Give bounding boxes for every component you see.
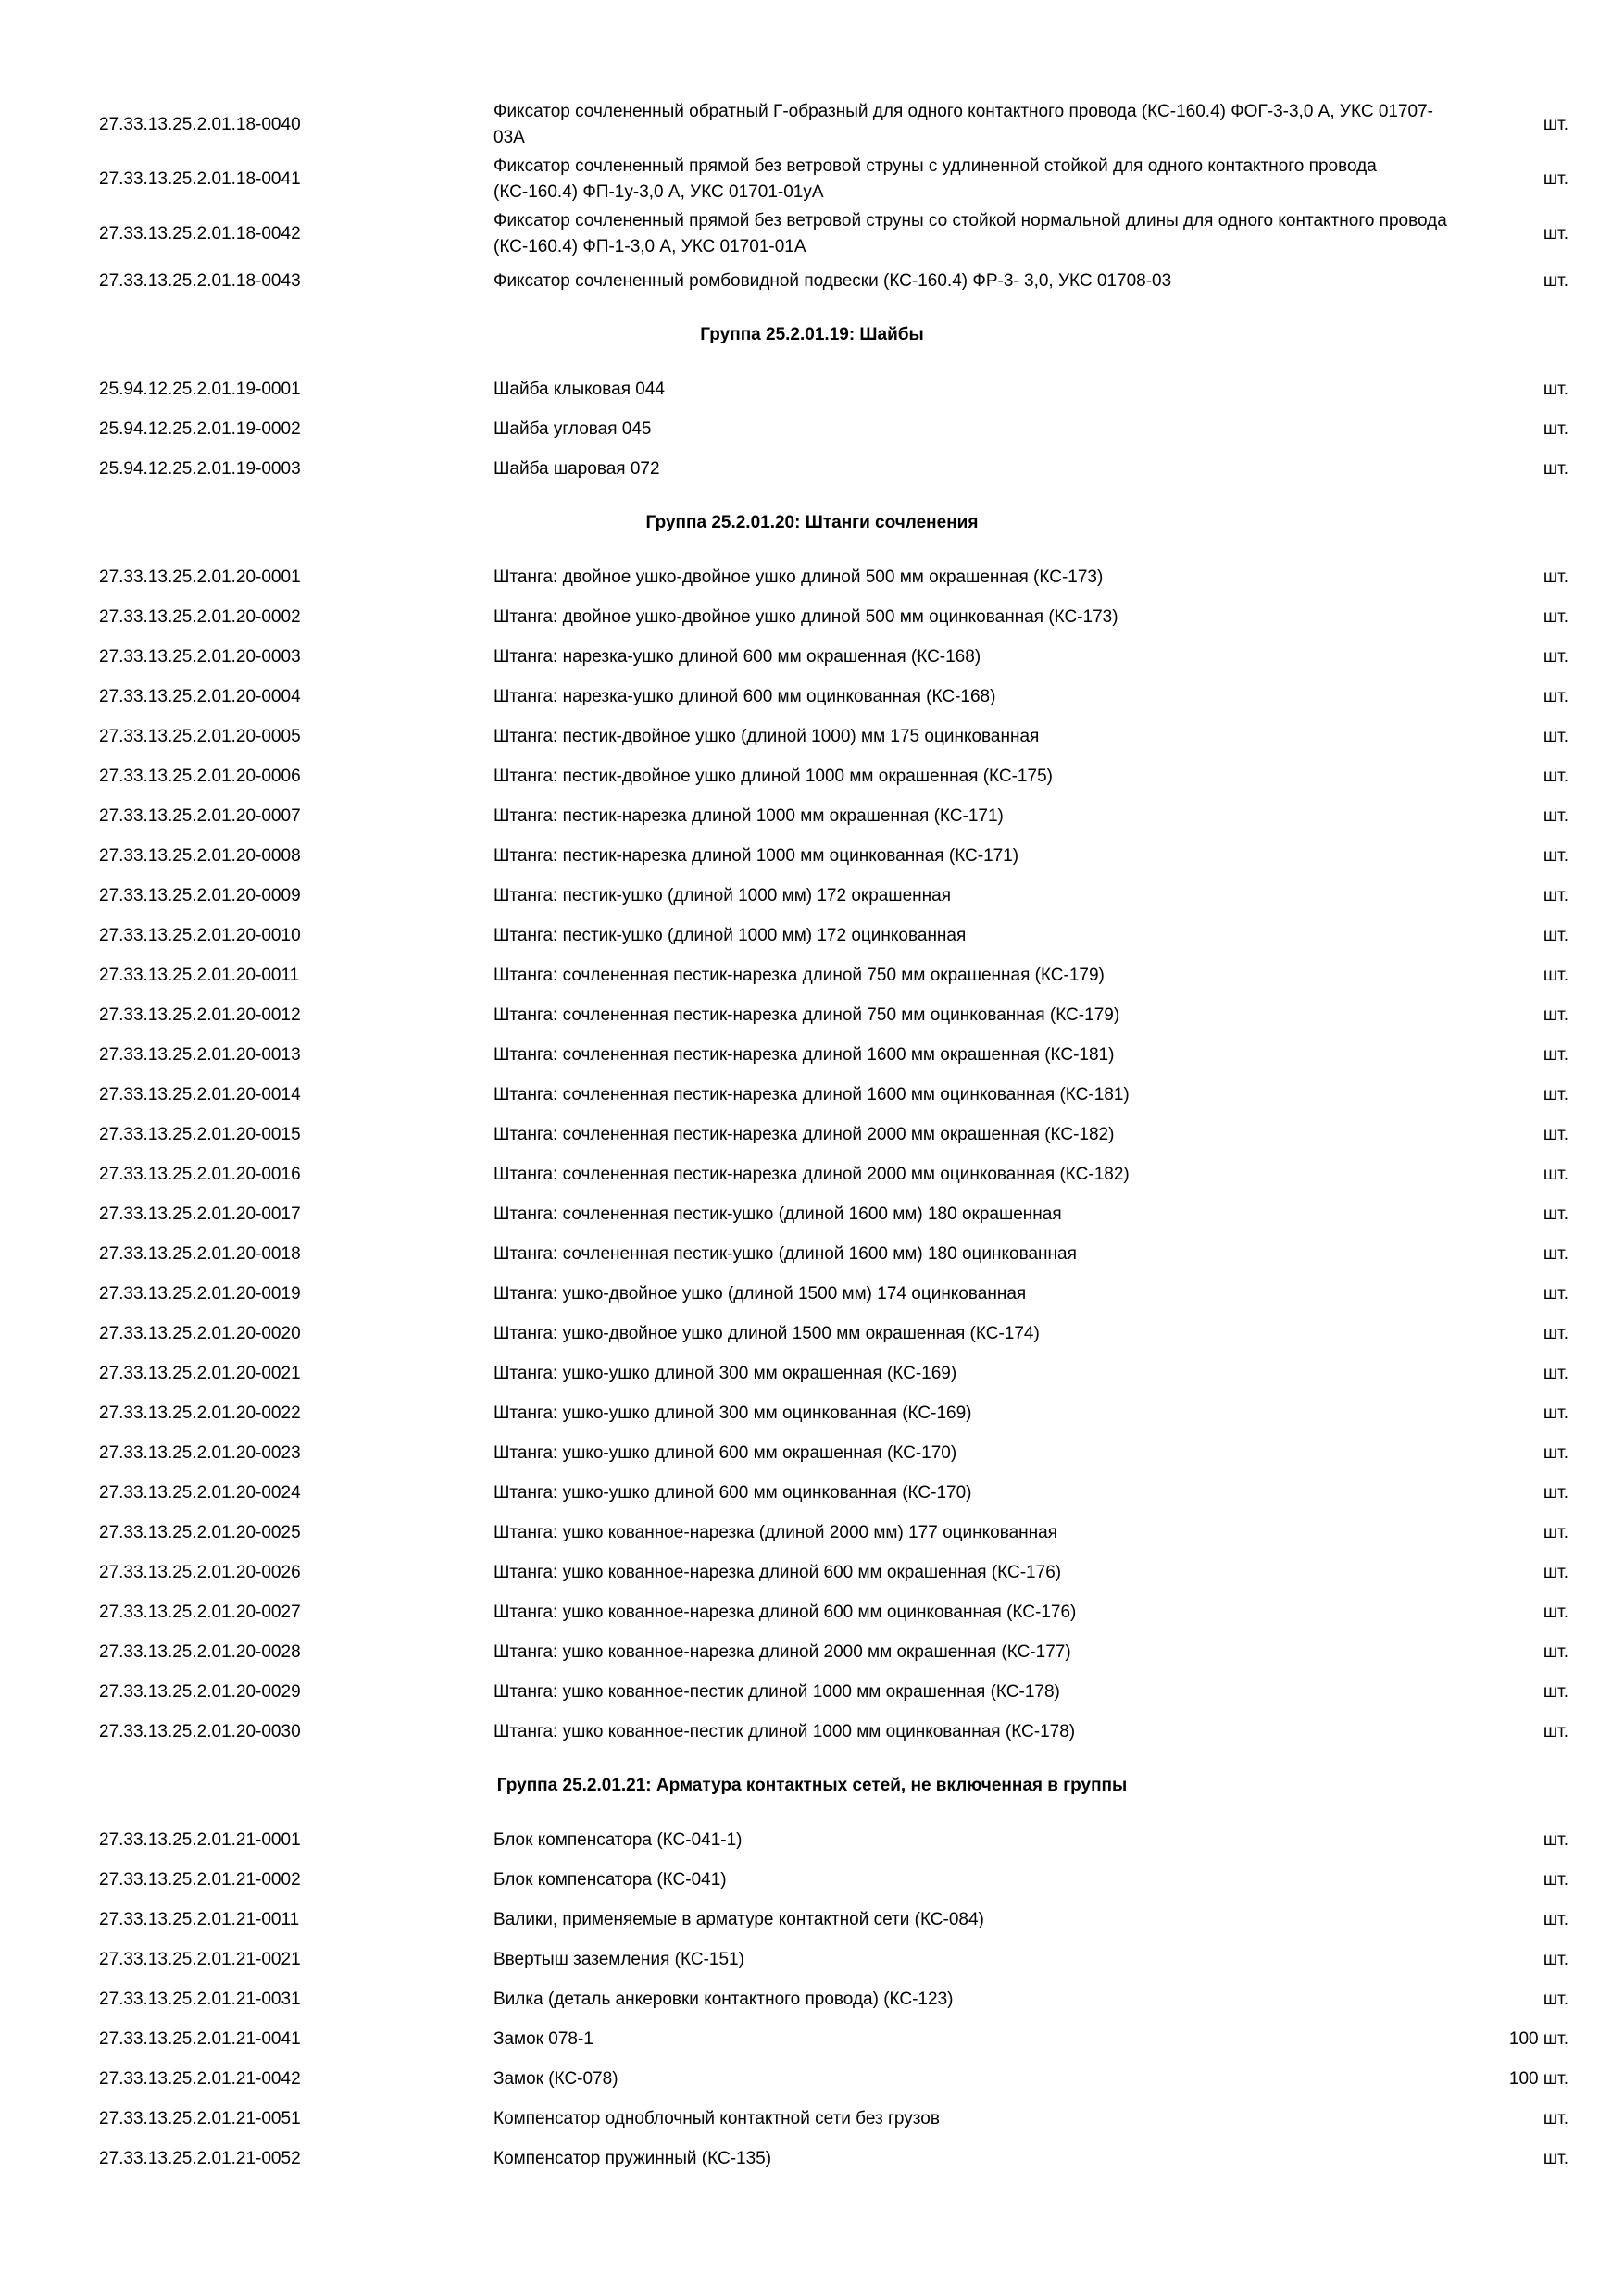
item-unit: шт. (1543, 766, 1568, 786)
item-code: 27.33.13.25.2.01.20-0010 (99, 925, 301, 945)
item-code: 27.33.13.25.2.01.21-0002 (99, 1869, 301, 1890)
item-name: Штанга: ушко кованное-нарезка длиной 600 мм окрашенная (КС-176) (493, 1562, 1062, 1582)
item-unit: 100 шт. (1508, 2028, 1568, 2049)
item-name: Штанга: ушко кованное-нарезка (длиной 2000 мм) 177 оцинкованная (493, 1522, 1058, 1542)
item-code: 27.33.13.25.2.01.20-0007 (99, 805, 301, 826)
item-name: Штанга: пестик-двойное ушко (длиной 1000) мм 175 оцинкованная (493, 726, 1040, 746)
table-row (0, 2139, 1624, 2178)
item-name: Штанга: ушко кованное-пестик длиной 1000 мм оцинкованная (КС-178) (493, 1721, 1076, 1741)
table-row (0, 995, 1624, 1035)
table-row (0, 1234, 1624, 1274)
item-code: 27.33.13.25.2.01.20-0026 (99, 1562, 301, 1582)
item-name: Штанга: пестик-ушко (длиной 1000 мм) 172 окрашенная (493, 885, 952, 905)
item-code: 27.33.13.25.2.01.20-0020 (99, 1323, 301, 1343)
item-code: 27.33.13.25.2.01.20-0018 (99, 1243, 301, 1264)
item-name: Штанга: сочлененная пестик-нарезка длиной 2000 мм окрашенная (КС-182) (493, 1124, 1115, 1144)
item-code: 27.33.13.25.2.01.20-0021 (99, 1363, 301, 1383)
item-name: Фиксатор сочлененный прямой без ветровой струны с удлиненной стойкой для одного контактного провода (КС-160.4) ФП-1у-3,0 А, УКС 01701-01уА (493, 156, 1377, 202)
item-unit: шт. (1543, 114, 1568, 134)
table-row (0, 1115, 1624, 1154)
item-unit: шт. (1543, 1989, 1568, 2009)
table-row (0, 369, 1624, 409)
item-name: Штанга: пестик-нарезка длиной 1000 мм окрашенная (КС-171) (493, 805, 1004, 826)
item-name: Блок компенсатора (КС-041) (493, 1869, 727, 1890)
table-row (0, 796, 1624, 836)
item-unit: шт. (1543, 1829, 1568, 1850)
item-name: Шайба шаровая 072 (493, 458, 660, 479)
item-unit: шт. (1543, 270, 1568, 291)
item-unit: шт. (1543, 418, 1568, 439)
item-name: Штанга: ушко-двойное ушко (длиной 1500 мм) 174 оцинкованная (493, 1283, 1027, 1304)
table-row (0, 916, 1624, 955)
table-row (0, 1194, 1624, 1234)
table-row (0, 1979, 1624, 2019)
item-name: Штанга: сочлененная пестик-ушко (длиной 1600 мм) 180 окрашенная (493, 1204, 1062, 1224)
item-name: Штанга: сочлененная пестик-нарезка длиной 2000 мм оцинкованная (КС-182) (493, 1164, 1130, 1184)
table-row (0, 1940, 1624, 1979)
table-row (0, 1860, 1624, 1900)
item-unit: шт. (1543, 1522, 1568, 1542)
item-code: 25.94.12.25.2.01.19-0001 (99, 379, 301, 399)
group-heading (0, 301, 1624, 369)
item-code: 27.33.13.25.2.01.21-0051 (99, 2108, 301, 2128)
item-unit: шт. (1543, 1442, 1568, 1463)
item-unit: шт. (1543, 805, 1568, 826)
table-row (0, 1035, 1624, 1075)
item-name: Штанга: сочлененная пестик-ушко (длиной 1600 мм) 180 оцинкованная (493, 1243, 1077, 1264)
item-code: 27.33.13.25.2.01.21-0031 (99, 1989, 301, 2009)
item-name: Замок 078-1 (493, 2028, 593, 2049)
item-code: 27.33.13.25.2.01.20-0030 (99, 1721, 301, 1741)
item-name: Штанга: сочлененная пестик-нарезка длиной 750 мм оцинкованная (КС-179) (493, 1004, 1120, 1025)
item-unit: шт. (1543, 1323, 1568, 1343)
item-code: 27.33.13.25.2.01.20-0016 (99, 1164, 301, 1184)
item-name: Блок компенсатора (КС-041-1) (493, 1829, 743, 1850)
item-code: 27.33.13.25.2.01.20-0013 (99, 1044, 301, 1065)
item-name: Фиксатор сочлененный обратный Г-образный для одного контактного провода (КС-160.4) ФОГ-3-3,0 А, УКС 01707-03А (493, 101, 1433, 147)
table-row (0, 2059, 1624, 2099)
item-unit: шт. (1543, 223, 1568, 243)
item-name: Штанга: ушко-ушко длиной 300 мм оцинкованная (КС-169) (493, 1403, 972, 1423)
item-code: 25.94.12.25.2.01.19-0002 (99, 418, 301, 439)
item-code: 27.33.13.25.2.01.20-0005 (99, 726, 301, 746)
item-code: 27.33.13.25.2.01.20-0008 (99, 845, 301, 866)
item-unit: шт. (1543, 965, 1568, 985)
item-name: Штанга: двойное ушко-двойное ушко длиной 500 мм оцинкованная (КС-173) (493, 606, 1118, 627)
item-code: 27.33.13.25.2.01.20-0004 (99, 686, 301, 706)
group-heading-text: Группа 25.2.01.19: Шайбы (700, 325, 924, 344)
item-unit: шт. (1543, 1562, 1568, 1582)
item-name: Шайба угловая 045 (493, 418, 652, 439)
table-row (0, 557, 1624, 597)
item-name: Штанга: ушко-двойное ушко длиной 1500 мм окрашенная (КС-174) (493, 1323, 1040, 1343)
item-name: Штанга: пестик-ушко (длиной 1000 мм) 172 оцинкованная (493, 925, 967, 945)
item-name: Фиксатор сочлененный ромбовидной подвески (КС-160.4) ФР-3- 3,0, УКС 01708-03 (493, 270, 1172, 291)
item-code: 27.33.13.25.2.01.20-0022 (99, 1403, 301, 1423)
table-row (0, 1354, 1624, 1393)
item-code: 27.33.13.25.2.01.20-0006 (99, 766, 301, 786)
table-row (0, 1592, 1624, 1632)
item-name: Штанга: пестик-двойное ушко длиной 1000 мм окрашенная (КС-175) (493, 766, 1053, 786)
item-code: 27.33.13.25.2.01.18-0041 (99, 168, 301, 189)
item-code: 27.33.13.25.2.01.20-0012 (99, 1004, 301, 1025)
table-row (0, 409, 1624, 449)
table-row (0, 1820, 1624, 1860)
item-unit: шт. (1543, 646, 1568, 667)
table-row (0, 955, 1624, 995)
item-name: Штанга: ушко-ушко длиной 600 мм оцинкованная (КС-170) (493, 1482, 972, 1503)
table-row (0, 637, 1624, 677)
item-name: Штанга: ушко кованное-пестик длиной 1000 мм окрашенная (КС-178) (493, 1681, 1060, 1702)
item-code: 27.33.13.25.2.01.20-0002 (99, 606, 301, 627)
item-unit: шт. (1543, 458, 1568, 479)
item-name: Штанга: ушко-ушко длиной 300 мм окрашенная (КС-169) (493, 1363, 957, 1383)
item-code: 27.33.13.25.2.01.20-0015 (99, 1124, 301, 1144)
table-row (0, 597, 1624, 637)
table-row (0, 261, 1624, 301)
item-code: 27.33.13.25.2.01.21-0001 (99, 1829, 301, 1850)
item-code: 27.33.13.25.2.01.20-0014 (99, 1084, 301, 1104)
table-row (0, 206, 1624, 261)
table-row (0, 1393, 1624, 1433)
table-row (0, 152, 1624, 206)
table-row (0, 876, 1624, 916)
item-code: 27.33.13.25.2.01.20-0025 (99, 1522, 301, 1542)
item-unit: шт. (1543, 1403, 1568, 1423)
item-code: 27.33.13.25.2.01.18-0042 (99, 223, 301, 243)
item-unit: шт. (1543, 606, 1568, 627)
table-row (0, 1513, 1624, 1553)
item-name: Штанга: пестик-нарезка длиной 1000 мм оцинкованная (КС-171) (493, 845, 1019, 866)
item-name: Валики, применяемые в арматуре контактной сети (КС-084) (493, 1909, 984, 1929)
table-row (0, 717, 1624, 756)
item-name: Вилка (деталь анкеровки контактного провода) (КС-123) (493, 1989, 954, 2009)
table-row (0, 677, 1624, 717)
group-heading-text: Группа 25.2.01.20: Штанги сочленения (645, 513, 979, 532)
item-unit: шт. (1543, 885, 1568, 905)
item-code: 27.33.13.25.2.01.20-0027 (99, 1602, 301, 1622)
table-row (0, 1433, 1624, 1473)
item-code: 27.33.13.25.2.01.20-0017 (99, 1204, 301, 1224)
item-unit: шт. (1543, 1681, 1568, 1702)
item-unit: шт. (1543, 1283, 1568, 1304)
item-name: Штанга: сочлененная пестик-нарезка длиной 750 мм окрашенная (КС-179) (493, 965, 1105, 985)
table-row (0, 1314, 1624, 1354)
item-unit: шт. (1543, 1204, 1568, 1224)
table-row (0, 1075, 1624, 1115)
item-unit: шт. (1543, 1869, 1568, 1890)
item-name: Штанга: двойное ушко-двойное ушко длиной 500 мм окрашенная (КС-173) (493, 567, 1104, 587)
table-row (0, 2019, 1624, 2059)
item-code: 27.33.13.25.2.01.20-0023 (99, 1442, 301, 1463)
table-row (0, 1712, 1624, 1752)
item-name: Штанга: нарезка-ушко длиной 600 мм оцинкованная (КС-168) (493, 686, 996, 706)
item-name: Штанга: ушко кованное-нарезка длиной 600 мм оцинкованная (КС-176) (493, 1602, 1077, 1622)
item-unit: шт. (1543, 1363, 1568, 1383)
item-unit: шт. (1543, 1949, 1568, 1969)
table-row (0, 1553, 1624, 1592)
item-name: Компенсатор одноблочный контактной сети без грузов (493, 2108, 940, 2128)
item-name: Штанга: ушко кованное-нарезка длиной 2000 мм окрашенная (КС-177) (493, 1641, 1071, 1662)
item-unit: шт. (1543, 1124, 1568, 1144)
item-code: 27.33.13.25.2.01.20-0029 (99, 1681, 301, 1702)
item-unit: шт. (1543, 1602, 1568, 1622)
item-unit: шт. (1543, 1084, 1568, 1104)
item-unit: шт. (1543, 379, 1568, 399)
table-row (0, 1632, 1624, 1672)
item-unit: шт. (1543, 2148, 1568, 2168)
item-code: 27.33.13.25.2.01.18-0043 (99, 270, 301, 291)
item-unit: шт. (1543, 1243, 1568, 1264)
item-unit: шт. (1543, 1004, 1568, 1025)
item-code: 27.33.13.25.2.01.21-0041 (99, 2028, 301, 2049)
table-row (0, 1274, 1624, 1314)
item-unit: шт. (1543, 726, 1568, 746)
item-unit: шт. (1543, 1044, 1568, 1065)
item-unit: шт. (1543, 1721, 1568, 1741)
item-code: 27.33.13.25.2.01.20-0011 (99, 965, 300, 985)
document-page (0, 97, 1624, 2178)
item-name: Замок (КС-078) (493, 2068, 618, 2089)
item-unit: шт. (1543, 1482, 1568, 1503)
item-code: 27.33.13.25.2.01.20-0019 (99, 1283, 301, 1304)
item-name: Штанга: нарезка-ушко длиной 600 мм окрашенная (КС-168) (493, 646, 981, 667)
item-unit: 100 шт. (1508, 2068, 1568, 2089)
table-row (0, 836, 1624, 876)
item-code: 27.33.13.25.2.01.21-0021 (99, 1949, 301, 1969)
item-code: 27.33.13.25.2.01.21-0042 (99, 2068, 301, 2089)
table-row (0, 2099, 1624, 2139)
table-row (0, 97, 1624, 152)
item-unit: шт. (1543, 1641, 1568, 1662)
item-code: 27.33.13.25.2.01.21-0052 (99, 2148, 301, 2168)
item-code: 27.33.13.25.2.01.18-0040 (99, 114, 301, 134)
item-name: Компенсатор пружинный (КС-135) (493, 2148, 772, 2168)
table-row (0, 1154, 1624, 1194)
item-code: 27.33.13.25.2.01.20-0009 (99, 885, 301, 905)
item-unit: шт. (1543, 1909, 1568, 1929)
item-name: Штанга: сочлененная пестик-нарезка длиной 1600 мм оцинкованная (КС-181) (493, 1084, 1130, 1104)
item-code: 27.33.13.25.2.01.20-0028 (99, 1641, 301, 1662)
table-row (0, 1900, 1624, 1940)
group-heading-text: Группа 25.2.01.21: Арматура контактных сетей, не включенная в группы (496, 1776, 1128, 1795)
item-name: Фиксатор сочлененный прямой без ветровой струны со стойкой нормальной длины для одного контактного провода (КС-160.4) ФП-1-3,0 А, УКС 01701-01А (493, 210, 1447, 256)
item-name: Ввертыш заземления (КС-151) (493, 1949, 744, 1969)
item-unit: шт. (1543, 845, 1568, 866)
item-unit: шт. (1543, 2108, 1568, 2128)
item-name: Шайба клыковая 044 (493, 379, 665, 399)
table-row (0, 1473, 1624, 1513)
item-code: 27.33.13.25.2.01.20-0024 (99, 1482, 301, 1503)
item-unit: шт. (1543, 1164, 1568, 1184)
table-row (0, 756, 1624, 796)
group-heading (0, 1752, 1624, 1820)
item-name: Штанга: сочлененная пестик-нарезка длиной 1600 мм окрашенная (КС-181) (493, 1044, 1115, 1065)
item-unit: шт. (1543, 686, 1568, 706)
item-unit: шт. (1543, 925, 1568, 945)
table-row (0, 1672, 1624, 1712)
group-heading (0, 489, 1624, 557)
item-unit: шт. (1543, 168, 1568, 189)
item-code: 27.33.13.25.2.01.20-0003 (99, 646, 301, 667)
item-unit: шт. (1543, 567, 1568, 587)
item-name: Штанга: ушко-ушко длиной 600 мм окрашенная (КС-170) (493, 1442, 957, 1463)
table-row (0, 449, 1624, 489)
item-code: 25.94.12.25.2.01.19-0003 (99, 458, 301, 479)
item-code: 27.33.13.25.2.01.21-0011 (99, 1909, 300, 1929)
item-code: 27.33.13.25.2.01.20-0001 (99, 567, 301, 587)
